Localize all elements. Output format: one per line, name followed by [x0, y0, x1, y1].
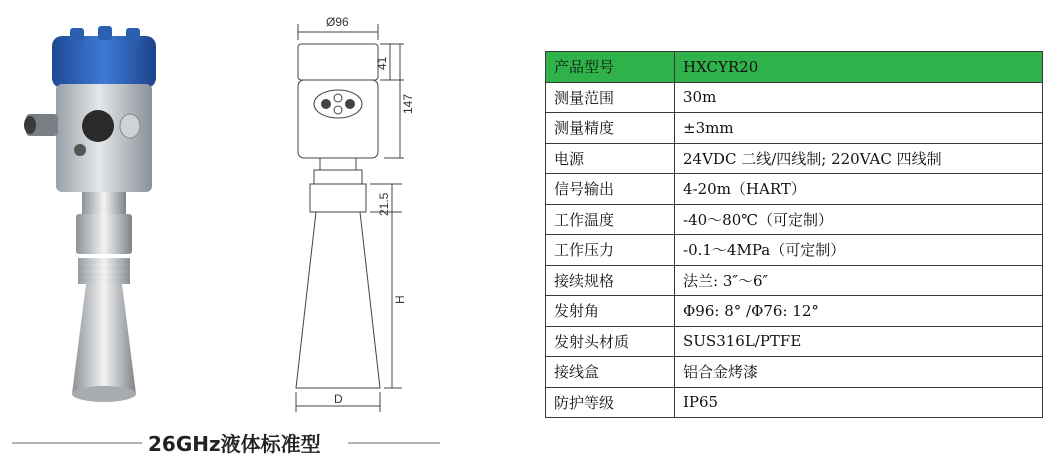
- spec-value: 铝合金烤漆: [675, 357, 1043, 388]
- process-connection: [76, 192, 132, 284]
- spec-key: 信号输出: [546, 174, 675, 205]
- caption-row: [12, 426, 440, 458]
- table-row: [546, 82, 1043, 113]
- dim-h-label: H: [393, 295, 407, 304]
- spec-key: 工作温度: [546, 204, 675, 235]
- dim-diameter-label: Ø96: [326, 15, 349, 29]
- table-row: [546, 265, 1043, 296]
- horn-antenna: [72, 284, 136, 399]
- spec-key: 接续规格: [546, 265, 675, 296]
- spec-table: [545, 51, 1043, 418]
- spec-value: 24VDC 二线/四线制; 220VAC 四线制: [675, 143, 1043, 174]
- spec-key: 发射角: [546, 296, 675, 327]
- spec-key: 测量精度: [546, 113, 675, 144]
- table-row: [546, 174, 1043, 205]
- spec-key: 接线盒: [546, 357, 675, 388]
- spec-key: 测量范围: [546, 82, 675, 113]
- table-row: [546, 235, 1043, 266]
- table-row: [546, 204, 1043, 235]
- table-row: [546, 326, 1043, 357]
- product-photo: [18, 22, 178, 422]
- spec-value: -40～80℃（可定制）: [675, 204, 1043, 235]
- spec-value: SUS316L/PTFE: [675, 326, 1043, 357]
- dimension-drawing: [280, 10, 420, 422]
- dim-41-label: 41: [375, 56, 389, 70]
- product-caption: 26GHz液体标准型: [148, 432, 321, 456]
- spec-key: 工作压力: [546, 235, 675, 266]
- housing-body: [24, 84, 152, 192]
- table-row: [546, 143, 1043, 174]
- spec-value: ±3mm: [675, 113, 1043, 144]
- spec-value: 法兰: 3″～6″: [675, 265, 1043, 296]
- table-row: [546, 113, 1043, 144]
- dim-147-label: 147: [401, 93, 415, 114]
- table-row: [546, 357, 1043, 388]
- table-row: [546, 387, 1043, 418]
- dim-d-label: D: [334, 392, 343, 406]
- spec-value: Φ96: 8° /Φ76: 12°: [675, 296, 1043, 327]
- spec-table-body: [546, 52, 1043, 418]
- spec-value: -0.1～4MPa（可定制）: [675, 235, 1043, 266]
- spec-value: IP65: [675, 387, 1043, 418]
- table-row: [546, 52, 1043, 83]
- housing-cap: [52, 26, 156, 88]
- spec-key: 电源: [546, 143, 675, 174]
- spec-value: HXCYR20: [675, 52, 1043, 83]
- caption-divider-left: [12, 442, 142, 444]
- spec-value: 4-20m（HART）: [675, 174, 1043, 205]
- display-keypad-icon: [314, 90, 362, 118]
- table-row: [546, 296, 1043, 327]
- caption-divider-right: [348, 442, 440, 444]
- spec-key: 发射头材质: [546, 326, 675, 357]
- spec-key: 产品型号: [546, 52, 675, 83]
- spec-value: 30m: [675, 82, 1043, 113]
- dim-21-5-label: 21.5: [377, 192, 391, 216]
- spec-key: 防护等级: [546, 387, 675, 418]
